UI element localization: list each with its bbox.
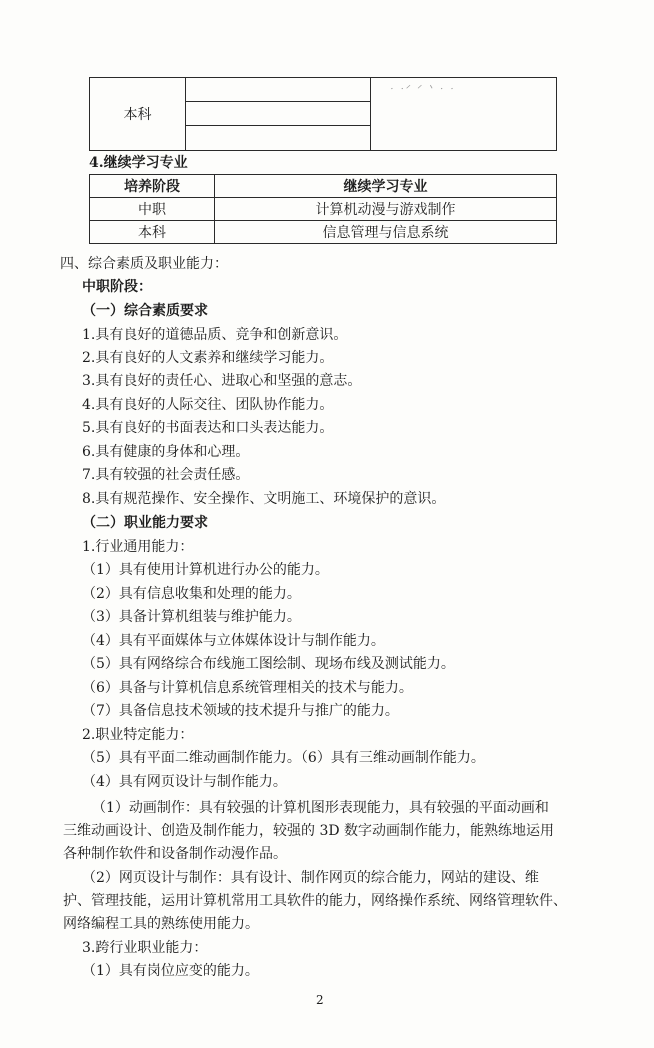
list-item: （5）具有平面二维动画制作能力。（6）具有三维动画制作能力。 bbox=[82, 750, 485, 766]
paragraph-line: 三维动画设计、创造及制作能力，较强的 3D 数字动画制作能力，能熟练地运用 bbox=[63, 823, 555, 839]
list-item: （4）具有网页设计与制作能力。 bbox=[82, 774, 287, 790]
list-item: 7.具有较强的社会责任感。 bbox=[82, 467, 250, 483]
table-divider bbox=[185, 78, 186, 150]
list-item: （1）具有使用计算机进行办公的能力。 bbox=[82, 562, 329, 578]
table-divider bbox=[370, 78, 371, 150]
table-cell: 计算机动漫与游戏制作 bbox=[215, 198, 557, 221]
quality-title: （一）综合素质要求 bbox=[82, 303, 208, 319]
table-header-cell: 培养阶段 bbox=[90, 175, 215, 198]
list-item: 8.具有规范操作、安全操作、文明施工、环境保护的意识。 bbox=[82, 491, 446, 507]
list-item: （2）具有信息收集和处理的能力。 bbox=[82, 586, 301, 602]
ability-title: （二）职业能力要求 bbox=[82, 515, 208, 531]
list-item: （1）具有岗位应变的能力。 bbox=[82, 963, 259, 979]
specific-ability-title: 2.职业特定能力： bbox=[82, 727, 194, 743]
list-item: （3）具备计算机组装与维护能力。 bbox=[82, 609, 301, 625]
cross-ability-title: 3.跨行业职业能力： bbox=[82, 940, 208, 956]
section-heading: 四、综合素质及职业能力： bbox=[60, 256, 228, 272]
list-item: 2.具有良好的人文素养和继续学习能力。 bbox=[82, 350, 334, 366]
table-row bbox=[90, 198, 557, 221]
list-item: （4）具有平面媒体与立体媒体设计与制作能力。 bbox=[82, 633, 385, 649]
list-item: 5.具有良好的书面表达和口头表达能力。 bbox=[82, 420, 334, 436]
table-divider bbox=[185, 101, 370, 102]
faint-mark: · ·ᐟ ᐟ ᐠ · · bbox=[388, 84, 457, 95]
paragraph-line: 网络编程工具的熟练使用能力。 bbox=[63, 916, 259, 932]
list-item: 1.具有良好的道德品质、竞争和创新意识。 bbox=[82, 327, 348, 343]
general-ability-title: 1.行业通用能力： bbox=[82, 539, 194, 555]
degree-table-top bbox=[89, 77, 557, 151]
list-item: （7）具备信息技术领域的技术提升与推广的能力。 bbox=[82, 703, 399, 719]
list-item: 3.具有良好的责任心、进取心和坚强的意志。 bbox=[82, 373, 362, 389]
paragraph-line: 各种制作软件和设备制作动漫作品。 bbox=[63, 846, 287, 862]
table-cell: 信息管理与信息系统 bbox=[215, 221, 557, 244]
list-item: （6）具备与计算机信息系统管理相关的技术与能力。 bbox=[82, 680, 413, 696]
table-row bbox=[90, 221, 557, 244]
stage-heading: 中职阶段： bbox=[82, 279, 152, 295]
list-item: 6.具有健康的身体和心理。 bbox=[82, 444, 250, 460]
list-item: （5）具有网络综合布线施工图绘制、现场布线及测试能力。 bbox=[82, 656, 455, 672]
table-cell-label: 本科 bbox=[123, 107, 152, 123]
continuing-study-table bbox=[89, 174, 557, 244]
paragraph-line: （1）动画制作：具有较强的计算机图形表现能力，具有较强的平面动画和 bbox=[92, 800, 549, 816]
continuing-study-title: 4.继续学习专业 bbox=[89, 155, 188, 171]
table-cell: 本科 bbox=[90, 221, 215, 244]
table-cell: 中职 bbox=[90, 198, 215, 221]
table-divider bbox=[185, 125, 370, 126]
page-number: 2 bbox=[316, 993, 324, 1007]
paragraph-line: （2）网页设计与制作：具有设计、制作网页的综合能力，网站的建设、维 bbox=[82, 870, 539, 886]
table-header-cell: 继续学习专业 bbox=[215, 175, 557, 198]
paragraph-line: 护、管理技能，运用计算机常用工具软件的能力，网络操作系统、网络管理软件、 bbox=[63, 893, 567, 909]
list-item: 4.具有良好的人际交往、团队协作能力。 bbox=[82, 397, 334, 413]
table-header-row bbox=[90, 175, 557, 198]
